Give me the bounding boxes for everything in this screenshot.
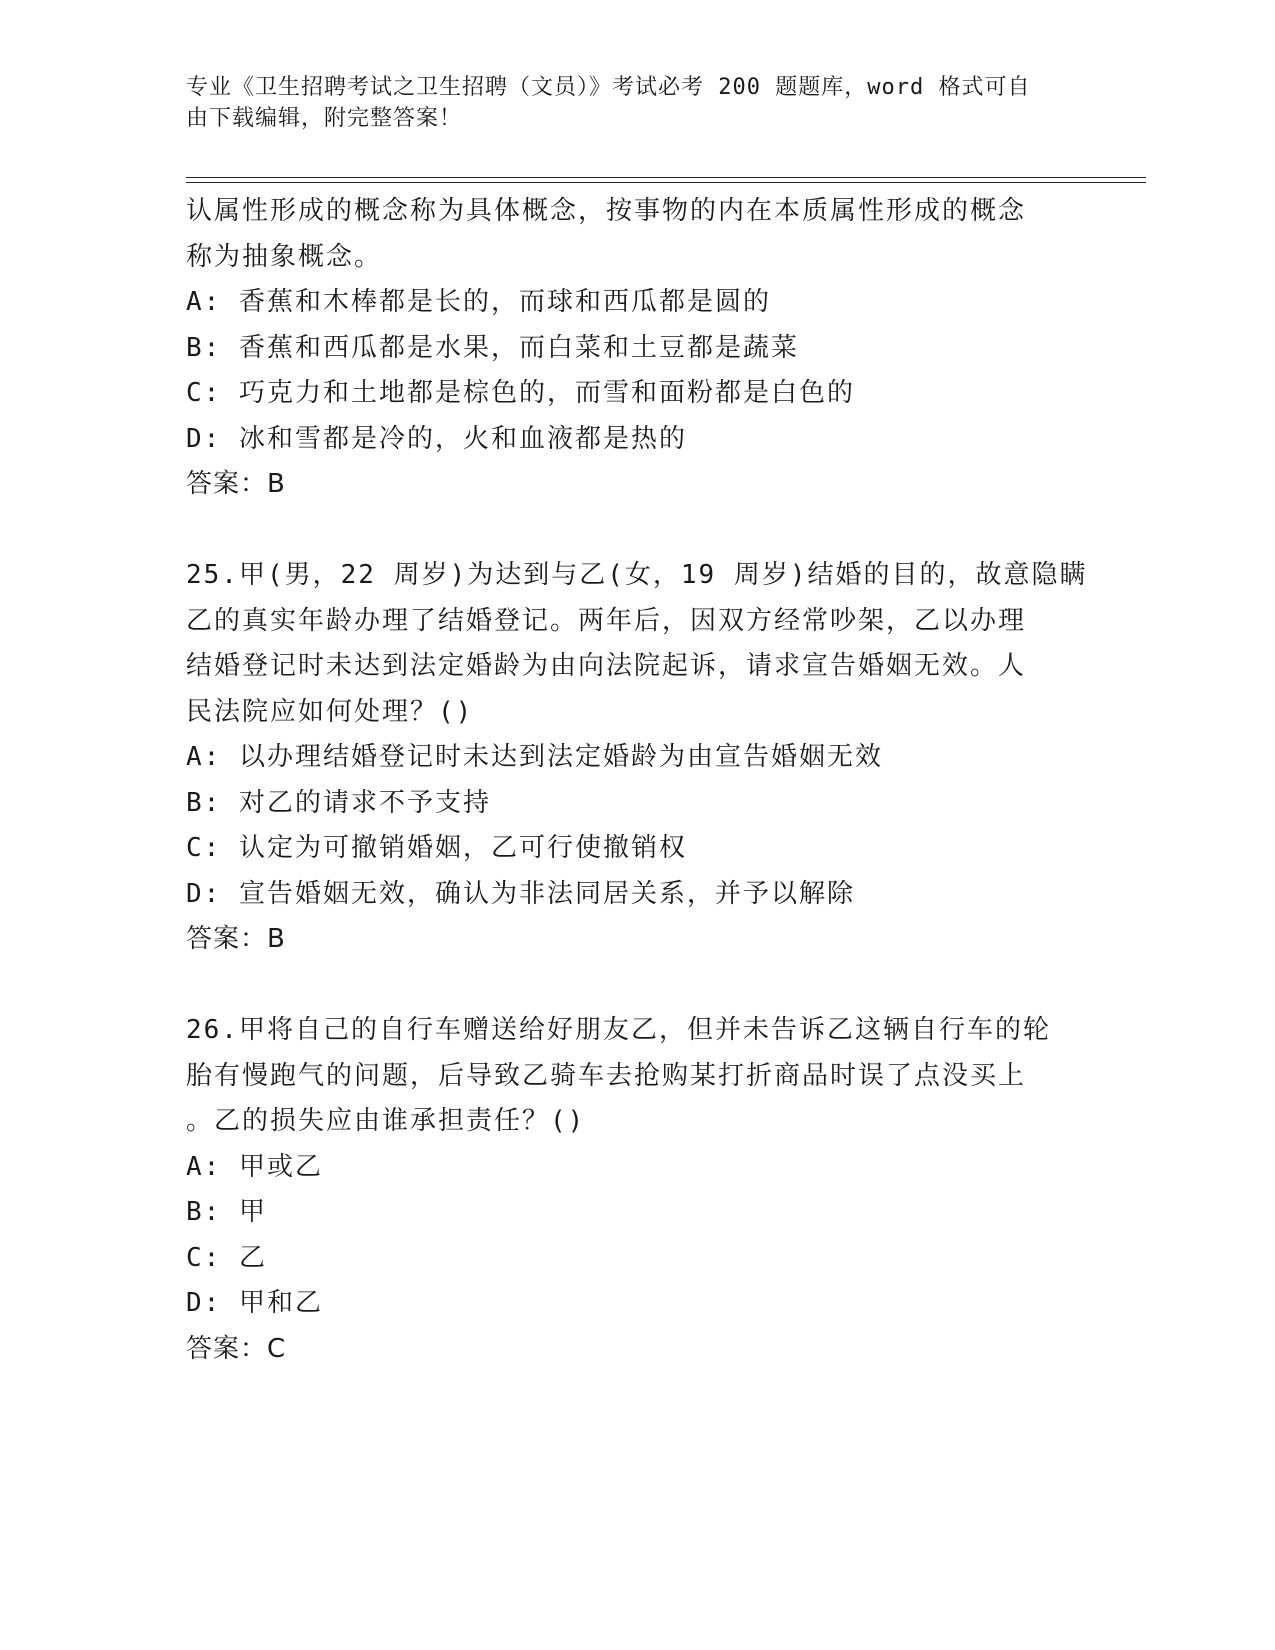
question-25: [186, 553, 1086, 963]
question-24: [186, 189, 1086, 508]
question-stem-line: 25.甲(男，22 周岁)为达到与乙(女，19 周岁)结婚的目的，故意隐瞒: [186, 560, 1088, 590]
question-stem-line: 。乙的损失应由谁承担责任？(): [186, 1106, 586, 1136]
header-line-1: 专业《卫生招聘考试之卫生招聘（文员）》考试必考 200 题题库，word 格式可自: [186, 75, 1031, 100]
option-a: A: 以办理结婚登记时未达到法定婚龄为由宣告婚姻无效: [186, 742, 883, 772]
option-c: C: 巧克力和土地都是棕色的，而雪和面粉都是白色的: [186, 378, 855, 408]
option-b: B: 对乙的请求不予支持: [186, 787, 491, 818]
question-26: [186, 1008, 1086, 1372]
spacer: [186, 508, 1086, 554]
answer-line: 答案：B: [186, 469, 286, 499]
option-b: B: 香蕉和西瓜都是水果，而白菜和土豆都是蔬菜: [186, 332, 799, 363]
question-stem-line: 民法院应如何处理？(): [186, 696, 474, 727]
option-a: A: 甲或乙: [186, 1151, 323, 1182]
answer-line: 答案：C: [186, 1333, 287, 1364]
option-d: D: 甲和乙: [186, 1288, 323, 1318]
option-d: D: 冰和雪都是冷的，火和血液都是热的: [186, 423, 687, 454]
option-d: D: 宣告婚姻无效，确认为非法同居关系，并予以解除: [186, 878, 855, 909]
option-b: B: 甲: [186, 1197, 267, 1227]
question-stem-line: 乙的真实年龄办理了结婚登记。两年后，因双方经常吵架，乙以办理: [186, 605, 1027, 636]
header-line-2: 由下载编辑，附完整答案！: [186, 106, 463, 131]
header-rule-bottom: [186, 182, 1146, 183]
option-c: C: 认定为可撤销婚姻，乙可行使撤销权: [186, 833, 687, 863]
option-c: C: 乙: [186, 1242, 267, 1273]
question-stem-line: 结婚登记时未达到法定婚龄为由向法院起诉，请求宣告婚姻无效。人: [186, 651, 1027, 681]
header-rule-top: [186, 177, 1146, 178]
option-a: A: 香蕉和木棒都是长的，而球和西瓜都是圆的: [186, 287, 771, 317]
question-stem-line: 认属性形成的概念称为具体概念，按事物的内在本质属性形成的概念: [186, 196, 1027, 226]
question-stem-line: 胎有慢跑气的问题，后导致乙骑车去抢购某打折商品时误了点没买上: [186, 1060, 1027, 1091]
answer-line: 答案：B: [186, 924, 286, 954]
spacer: [186, 963, 1086, 1009]
question-content: [186, 189, 1086, 1372]
page-header: [186, 72, 1066, 134]
question-stem-line: 26.甲将自己的自行车赠送给好朋友乙，但并未告诉乙这辆自行车的轮: [186, 1015, 1051, 1045]
question-stem-line: 称为抽象概念。: [186, 241, 383, 272]
